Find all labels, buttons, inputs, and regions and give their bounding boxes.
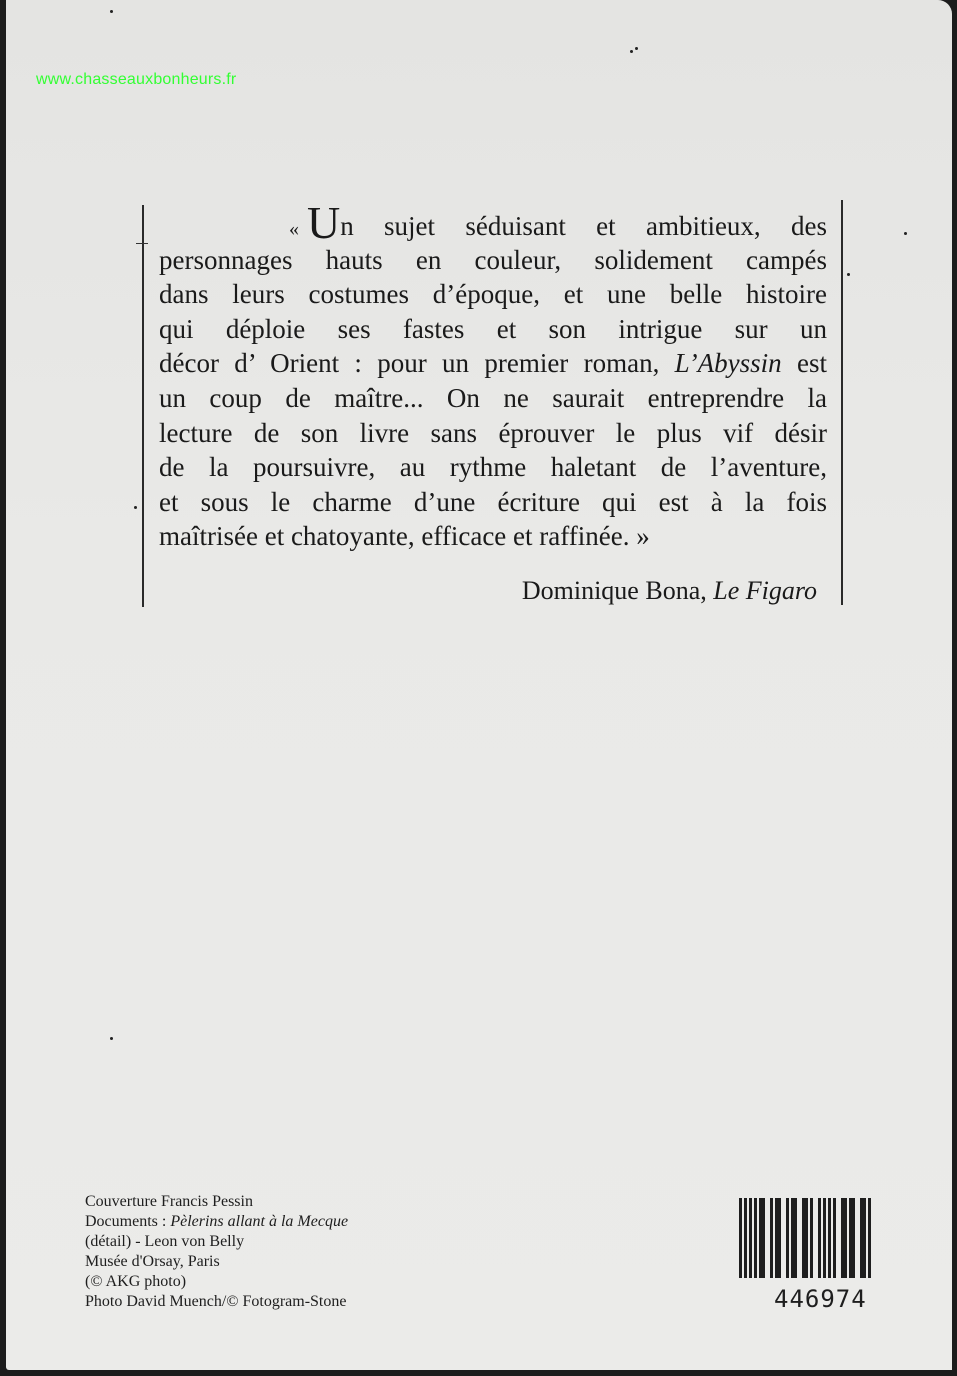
barcode-bar xyxy=(868,1198,871,1278)
dust-speck xyxy=(134,506,137,509)
dust-speck xyxy=(847,273,850,276)
quote-frame-tick xyxy=(136,243,148,244)
quote-line: un coup de maître... On ne saurait entreprendre la xyxy=(159,382,827,413)
dust-speck xyxy=(110,10,113,13)
quote-frame-right-rule xyxy=(841,200,843,605)
cover-credits xyxy=(85,1192,348,1312)
quote-frame-left-rule xyxy=(142,205,144,607)
review-quote xyxy=(159,197,827,554)
quote-line: de la poursuivre, au rythme haletant de l’aventure, xyxy=(159,452,827,483)
attribution-publication: Le Figaro xyxy=(713,576,817,605)
credit-line: Couverture Francis Pessin xyxy=(85,1193,253,1210)
credit-line: Photo David Muench/© Fotogram-Stone xyxy=(85,1293,347,1310)
barcode-number: 446974 xyxy=(774,1285,867,1313)
dust-speck xyxy=(110,1037,113,1040)
barcode xyxy=(739,1198,907,1278)
quote-line: lecture de son livre sans éprouver le plus vif désir xyxy=(159,417,827,448)
open-guillemet: « xyxy=(289,218,299,240)
quote-line: maîtrisée et chatoyante, efficace et raffinée. » xyxy=(159,521,650,552)
drop-cap: U xyxy=(307,197,341,248)
quote-line: qui déploie ses fastes et son intrigue sur un xyxy=(159,313,827,344)
quote-line: dans leurs costumes d’époque, et une belle histoire xyxy=(159,279,827,310)
quote-attribution xyxy=(522,576,817,606)
attribution-author: Dominique Bona, xyxy=(521,576,707,605)
credit-line: Musée d'Orsay, Paris xyxy=(85,1253,220,1270)
dust-speck xyxy=(630,50,633,53)
watermark-url: www.chasseauxbonheurs.fr xyxy=(36,71,237,88)
dust-speck xyxy=(904,232,907,235)
credit-line: Documents : Pèlerins allant à la Mecque xyxy=(85,1213,349,1230)
credit-line: (© AKG photo) xyxy=(85,1273,187,1290)
credit-line: (détail) - Leon von Belly xyxy=(85,1233,245,1250)
book-back-cover xyxy=(6,0,952,1370)
dust-speck xyxy=(635,47,638,50)
quote-line: décor d’ Orient : pour un premier roman, L’Abyssin est xyxy=(159,348,827,379)
book-title: L’Abyssin xyxy=(674,348,782,379)
quote-line: « Un sujet séduisant et ambitieux, des xyxy=(289,197,827,248)
quote-line: et sous le charme d’une écriture qui est à la fois xyxy=(159,486,827,517)
quote-line: personnages hauts en couleur, solidement campés xyxy=(159,244,827,275)
